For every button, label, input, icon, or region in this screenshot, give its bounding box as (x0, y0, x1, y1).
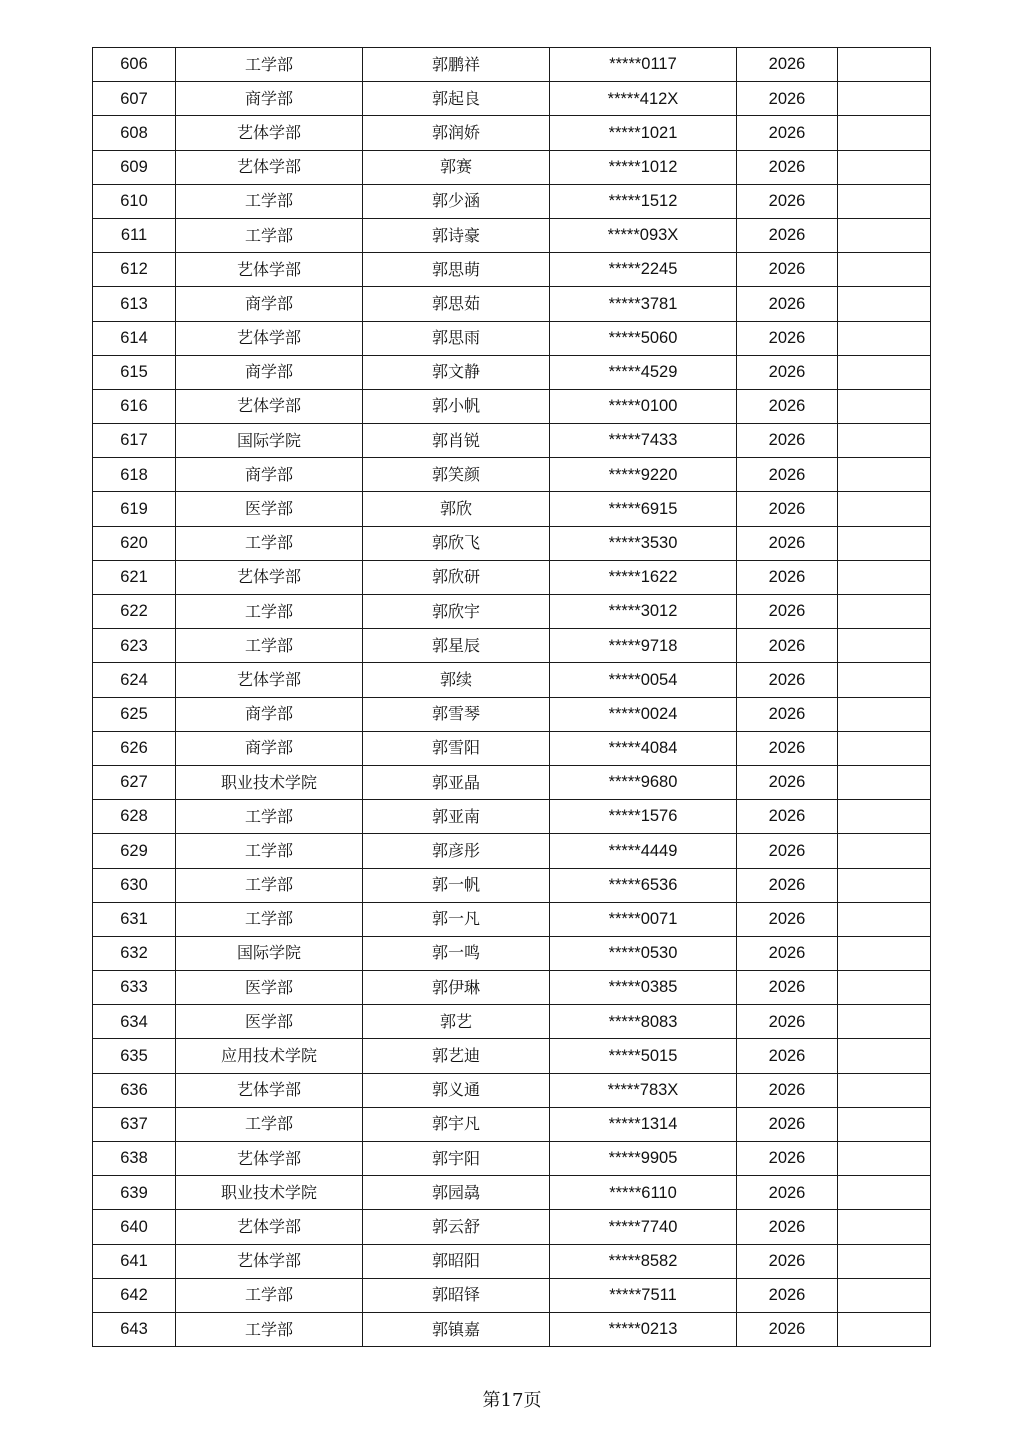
student-name-cell: 郭园骉 (363, 1176, 550, 1210)
remarks-cell (838, 82, 931, 116)
remarks-cell (838, 1312, 931, 1346)
department-cell: 艺体学部 (176, 1073, 363, 1107)
year-cell: 2026 (737, 287, 838, 321)
table-row (93, 1073, 931, 1107)
department-cell: 国际学院 (176, 936, 363, 970)
masked-id-cell: *****6110 (550, 1176, 737, 1210)
masked-id-cell: *****4449 (550, 834, 737, 868)
remarks-cell (838, 218, 931, 252)
table-row (93, 868, 931, 902)
student-name-cell: 郭一鸣 (363, 936, 550, 970)
row-number-cell: 627 (93, 765, 176, 799)
table-row (93, 389, 931, 423)
table-row (93, 1244, 931, 1278)
table-row (93, 253, 931, 287)
masked-id-cell: *****1576 (550, 800, 737, 834)
row-number-cell: 616 (93, 389, 176, 423)
row-number-cell: 636 (93, 1073, 176, 1107)
row-number-cell: 629 (93, 834, 176, 868)
table-row (93, 560, 931, 594)
department-cell: 国际学院 (176, 424, 363, 458)
masked-id-cell: *****9680 (550, 765, 737, 799)
student-name-cell: 郭雪阳 (363, 731, 550, 765)
masked-id-cell: *****0117 (550, 48, 737, 82)
department-cell: 工学部 (176, 902, 363, 936)
row-number-cell: 641 (93, 1244, 176, 1278)
department-cell: 工学部 (176, 800, 363, 834)
student-name-cell: 郭艺迪 (363, 1039, 550, 1073)
masked-id-cell: *****093X (550, 218, 737, 252)
table-row (93, 355, 931, 389)
row-number-cell: 609 (93, 150, 176, 184)
department-cell: 艺体学部 (176, 150, 363, 184)
masked-id-cell: *****0213 (550, 1312, 737, 1346)
year-cell: 2026 (737, 492, 838, 526)
row-number-cell: 618 (93, 458, 176, 492)
year-cell: 2026 (737, 355, 838, 389)
student-name-cell: 郭润娇 (363, 116, 550, 150)
masked-id-cell: *****1622 (550, 560, 737, 594)
remarks-cell (838, 1176, 931, 1210)
masked-id-cell: *****0385 (550, 971, 737, 1005)
student-name-cell: 郭思萌 (363, 253, 550, 287)
table-row (93, 1312, 931, 1346)
row-number-cell: 643 (93, 1312, 176, 1346)
masked-id-cell: *****6915 (550, 492, 737, 526)
remarks-cell (838, 526, 931, 560)
row-number-cell: 638 (93, 1142, 176, 1176)
department-cell: 工学部 (176, 526, 363, 560)
page-number: 第17页 (482, 1390, 542, 1411)
table-row (93, 1176, 931, 1210)
remarks-cell (838, 629, 931, 663)
student-name-cell: 郭欣研 (363, 560, 550, 594)
remarks-cell (838, 1005, 931, 1039)
row-number-cell: 615 (93, 355, 176, 389)
masked-id-cell: *****1012 (550, 150, 737, 184)
remarks-cell (838, 936, 931, 970)
table-row (93, 971, 931, 1005)
year-cell: 2026 (737, 697, 838, 731)
remarks-cell (838, 150, 931, 184)
student-name-cell: 郭续 (363, 663, 550, 697)
department-cell: 工学部 (176, 184, 363, 218)
remarks-cell (838, 253, 931, 287)
year-cell: 2026 (737, 663, 838, 697)
student-name-cell: 郭一帆 (363, 868, 550, 902)
table-row (93, 800, 931, 834)
row-number-cell: 614 (93, 321, 176, 355)
table-row (93, 1278, 931, 1312)
remarks-cell (838, 321, 931, 355)
department-cell: 医学部 (176, 492, 363, 526)
department-cell: 艺体学部 (176, 116, 363, 150)
masked-id-cell: *****5060 (550, 321, 737, 355)
student-name-cell: 郭义通 (363, 1073, 550, 1107)
year-cell: 2026 (737, 800, 838, 834)
student-name-cell: 郭昭阳 (363, 1244, 550, 1278)
department-cell: 医学部 (176, 1005, 363, 1039)
student-name-cell: 郭彦彤 (363, 834, 550, 868)
department-cell: 商学部 (176, 697, 363, 731)
year-cell: 2026 (737, 1176, 838, 1210)
masked-id-cell: *****412X (550, 82, 737, 116)
remarks-cell (838, 1039, 931, 1073)
year-cell: 2026 (737, 1073, 838, 1107)
masked-id-cell: *****3781 (550, 287, 737, 321)
year-cell: 2026 (737, 253, 838, 287)
table-row (93, 595, 931, 629)
row-number-cell: 642 (93, 1278, 176, 1312)
row-number-cell: 639 (93, 1176, 176, 1210)
table-row (93, 321, 931, 355)
student-name-cell: 郭宇凡 (363, 1107, 550, 1141)
table-row (93, 1210, 931, 1244)
table-row (93, 731, 931, 765)
student-name-cell: 郭云舒 (363, 1210, 550, 1244)
student-name-cell: 郭文静 (363, 355, 550, 389)
student-name-cell: 郭雪琴 (363, 697, 550, 731)
table-row (93, 116, 931, 150)
student-name-cell: 郭思茹 (363, 287, 550, 321)
remarks-cell (838, 902, 931, 936)
year-cell: 2026 (737, 902, 838, 936)
year-cell: 2026 (737, 48, 838, 82)
table-row (93, 1142, 931, 1176)
year-cell: 2026 (737, 1278, 838, 1312)
row-number-cell: 606 (93, 48, 176, 82)
year-cell: 2026 (737, 1039, 838, 1073)
student-name-cell: 郭镇嘉 (363, 1312, 550, 1346)
masked-id-cell: *****8083 (550, 1005, 737, 1039)
student-name-cell: 郭星辰 (363, 629, 550, 663)
remarks-cell (838, 48, 931, 82)
student-name-cell: 郭笑颜 (363, 458, 550, 492)
remarks-cell (838, 697, 931, 731)
row-number-cell: 626 (93, 731, 176, 765)
student-name-cell: 郭伊琳 (363, 971, 550, 1005)
year-cell: 2026 (737, 82, 838, 116)
remarks-cell (838, 1142, 931, 1176)
masked-id-cell: *****2245 (550, 253, 737, 287)
year-cell: 2026 (737, 150, 838, 184)
table-row (93, 936, 931, 970)
table-row (93, 492, 931, 526)
row-number-cell: 612 (93, 253, 176, 287)
year-cell: 2026 (737, 184, 838, 218)
year-cell: 2026 (737, 458, 838, 492)
row-number-cell: 611 (93, 218, 176, 252)
department-cell: 艺体学部 (176, 253, 363, 287)
year-cell: 2026 (737, 218, 838, 252)
table-row (93, 82, 931, 116)
remarks-cell (838, 800, 931, 834)
masked-id-cell: *****0071 (550, 902, 737, 936)
masked-id-cell: *****4084 (550, 731, 737, 765)
student-name-cell: 郭艺 (363, 1005, 550, 1039)
year-cell: 2026 (737, 1244, 838, 1278)
department-cell: 工学部 (176, 1312, 363, 1346)
remarks-cell (838, 424, 931, 458)
masked-id-cell: *****4529 (550, 355, 737, 389)
department-cell: 职业技术学院 (176, 1176, 363, 1210)
year-cell: 2026 (737, 1107, 838, 1141)
row-number-cell: 631 (93, 902, 176, 936)
masked-id-cell: *****0024 (550, 697, 737, 731)
remarks-cell (838, 116, 931, 150)
remarks-cell (838, 868, 931, 902)
student-name-cell: 郭小帆 (363, 389, 550, 423)
table-row (93, 834, 931, 868)
table-row (93, 287, 931, 321)
remarks-cell (838, 1107, 931, 1141)
remarks-cell (838, 492, 931, 526)
department-cell: 艺体学部 (176, 663, 363, 697)
department-cell: 应用技术学院 (176, 1039, 363, 1073)
year-cell: 2026 (737, 1005, 838, 1039)
row-number-cell: 617 (93, 424, 176, 458)
department-cell: 商学部 (176, 731, 363, 765)
year-cell: 2026 (737, 560, 838, 594)
student-name-cell: 郭少涵 (363, 184, 550, 218)
masked-id-cell: *****1512 (550, 184, 737, 218)
remarks-cell (838, 663, 931, 697)
department-cell: 艺体学部 (176, 1244, 363, 1278)
department-cell: 商学部 (176, 287, 363, 321)
row-number-cell: 619 (93, 492, 176, 526)
masked-id-cell: *****5015 (550, 1039, 737, 1073)
remarks-cell (838, 389, 931, 423)
masked-id-cell: *****9220 (550, 458, 737, 492)
masked-id-cell: *****7433 (550, 424, 737, 458)
year-cell: 2026 (737, 868, 838, 902)
table-row (93, 765, 931, 799)
row-number-cell: 640 (93, 1210, 176, 1244)
student-name-cell: 郭欣 (363, 492, 550, 526)
remarks-cell (838, 971, 931, 1005)
department-cell: 工学部 (176, 48, 363, 82)
remarks-cell (838, 184, 931, 218)
year-cell: 2026 (737, 765, 838, 799)
remarks-cell (838, 731, 931, 765)
row-number-cell: 625 (93, 697, 176, 731)
year-cell: 2026 (737, 321, 838, 355)
table-row (93, 1107, 931, 1141)
student-name-cell: 郭一凡 (363, 902, 550, 936)
department-cell: 艺体学部 (176, 1210, 363, 1244)
year-cell: 2026 (737, 1210, 838, 1244)
remarks-cell (838, 595, 931, 629)
department-cell: 工学部 (176, 834, 363, 868)
department-cell: 商学部 (176, 82, 363, 116)
masked-id-cell: *****3012 (550, 595, 737, 629)
table-row (93, 1039, 931, 1073)
row-number-cell: 632 (93, 936, 176, 970)
remarks-cell (838, 1278, 931, 1312)
year-cell: 2026 (737, 834, 838, 868)
remarks-cell (838, 1073, 931, 1107)
year-cell: 2026 (737, 526, 838, 560)
remarks-cell (838, 765, 931, 799)
department-cell: 医学部 (176, 971, 363, 1005)
department-cell: 职业技术学院 (176, 765, 363, 799)
row-number-cell: 623 (93, 629, 176, 663)
department-cell: 艺体学部 (176, 321, 363, 355)
student-name-cell: 郭肖锐 (363, 424, 550, 458)
row-number-cell: 620 (93, 526, 176, 560)
department-cell: 工学部 (176, 595, 363, 629)
student-name-cell: 郭昭铎 (363, 1278, 550, 1312)
department-cell: 艺体学部 (176, 1142, 363, 1176)
student-name-cell: 郭赛 (363, 150, 550, 184)
row-number-cell: 637 (93, 1107, 176, 1141)
table-row (93, 458, 931, 492)
student-name-cell: 郭宇阳 (363, 1142, 550, 1176)
year-cell: 2026 (737, 629, 838, 663)
year-cell: 2026 (737, 389, 838, 423)
row-number-cell: 607 (93, 82, 176, 116)
year-cell: 2026 (737, 1312, 838, 1346)
year-cell: 2026 (737, 595, 838, 629)
department-cell: 商学部 (176, 458, 363, 492)
year-cell: 2026 (737, 731, 838, 765)
student-name-cell: 郭欣飞 (363, 526, 550, 560)
table-row (93, 184, 931, 218)
year-cell: 2026 (737, 971, 838, 1005)
year-cell: 2026 (737, 936, 838, 970)
masked-id-cell: *****1314 (550, 1107, 737, 1141)
table-row (93, 697, 931, 731)
department-cell: 艺体学部 (176, 389, 363, 423)
student-name-cell: 郭欣宇 (363, 595, 550, 629)
row-number-cell: 613 (93, 287, 176, 321)
department-cell: 工学部 (176, 1278, 363, 1312)
table-row (93, 629, 931, 663)
table-row (93, 424, 931, 458)
row-number-cell: 634 (93, 1005, 176, 1039)
table-row (93, 218, 931, 252)
row-number-cell: 635 (93, 1039, 176, 1073)
remarks-cell (838, 355, 931, 389)
row-number-cell: 633 (93, 971, 176, 1005)
student-name-cell: 郭思雨 (363, 321, 550, 355)
masked-id-cell: *****0054 (550, 663, 737, 697)
remarks-cell (838, 1210, 931, 1244)
masked-id-cell: *****6536 (550, 868, 737, 902)
row-number-cell: 621 (93, 560, 176, 594)
masked-id-cell: *****783X (550, 1073, 737, 1107)
student-name-cell: 郭鹏祥 (363, 48, 550, 82)
table-row (93, 150, 931, 184)
remarks-cell (838, 834, 931, 868)
department-cell: 艺体学部 (176, 560, 363, 594)
department-cell: 工学部 (176, 629, 363, 663)
table-row (93, 663, 931, 697)
table-row (93, 48, 931, 82)
department-cell: 商学部 (176, 355, 363, 389)
table-row (93, 1005, 931, 1039)
roster-table-body (93, 48, 931, 1347)
masked-id-cell: *****0100 (550, 389, 737, 423)
remarks-cell (838, 1244, 931, 1278)
table-row (93, 902, 931, 936)
remarks-cell (838, 287, 931, 321)
masked-id-cell: *****1021 (550, 116, 737, 150)
student-name-cell: 郭亚南 (363, 800, 550, 834)
masked-id-cell: *****8582 (550, 1244, 737, 1278)
row-number-cell: 624 (93, 663, 176, 697)
department-cell: 工学部 (176, 218, 363, 252)
masked-id-cell: *****3530 (550, 526, 737, 560)
department-cell: 工学部 (176, 1107, 363, 1141)
masked-id-cell: *****7511 (550, 1278, 737, 1312)
table-row (93, 526, 931, 560)
row-number-cell: 608 (93, 116, 176, 150)
year-cell: 2026 (737, 1142, 838, 1176)
remarks-cell (838, 458, 931, 492)
row-number-cell: 628 (93, 800, 176, 834)
row-number-cell: 630 (93, 868, 176, 902)
masked-id-cell: *****9718 (550, 629, 737, 663)
masked-id-cell: *****7740 (550, 1210, 737, 1244)
masked-id-cell: *****0530 (550, 936, 737, 970)
masked-id-cell: *****9905 (550, 1142, 737, 1176)
row-number-cell: 622 (93, 595, 176, 629)
student-name-cell: 郭起良 (363, 82, 550, 116)
roster-table (92, 47, 931, 1347)
student-name-cell: 郭亚晶 (363, 765, 550, 799)
year-cell: 2026 (737, 424, 838, 458)
year-cell: 2026 (737, 116, 838, 150)
department-cell: 工学部 (176, 868, 363, 902)
remarks-cell (838, 560, 931, 594)
student-name-cell: 郭诗豪 (363, 218, 550, 252)
row-number-cell: 610 (93, 184, 176, 218)
